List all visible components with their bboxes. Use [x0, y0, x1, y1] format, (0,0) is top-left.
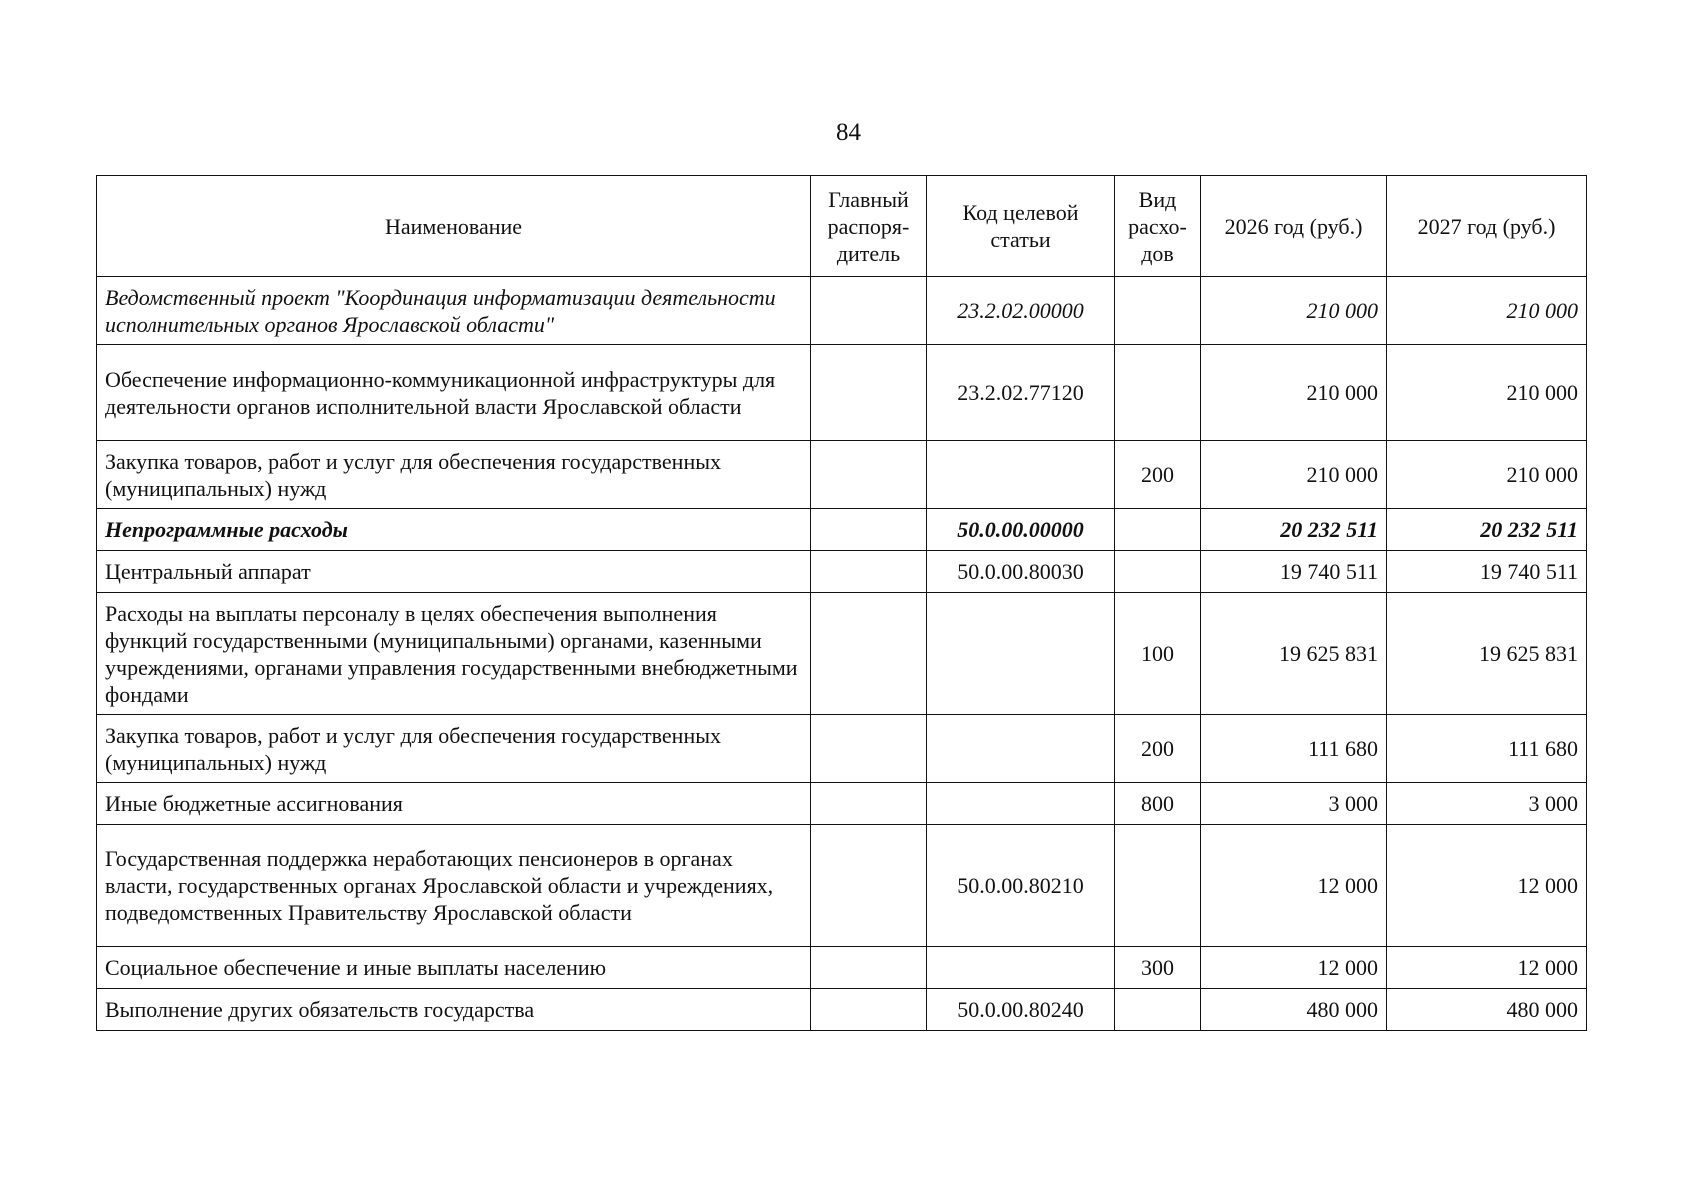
cell-target-code [927, 593, 1115, 715]
cell-name: Закупка товаров, работ и услуг для обеспечения государственных (муниципальных) нужд [97, 441, 811, 509]
cell-chief-admin [811, 441, 927, 509]
cell-year-2026: 210 000 [1201, 277, 1387, 345]
cell-year-2026: 12 000 [1201, 825, 1387, 947]
cell-target-code: 50.0.00.80210 [927, 825, 1115, 947]
cell-chief-admin [811, 551, 927, 593]
cell-year-2027: 20 232 511 [1387, 509, 1587, 551]
cell-year-2027: 3 000 [1387, 783, 1587, 825]
cell-name: Расходы на выплаты персоналу в целях обеспечения выполнения функций государственными (муниципальными) органами, казенными учреждениями, органами управления государственными внебюджетными фондами [97, 593, 811, 715]
table-row [97, 509, 1587, 551]
cell-expense-type: 800 [1115, 783, 1201, 825]
cell-chief-admin [811, 825, 927, 947]
header-year-2026: 2026 год (руб.) [1201, 176, 1387, 277]
cell-expense-type: 200 [1115, 441, 1201, 509]
cell-chief-admin [811, 593, 927, 715]
header-name: Наименование [97, 176, 811, 277]
table-row [97, 783, 1587, 825]
cell-target-code: 50.0.00.80030 [927, 551, 1115, 593]
cell-year-2027: 19 740 511 [1387, 551, 1587, 593]
cell-target-code: 50.0.00.80240 [927, 989, 1115, 1031]
cell-expense-type [1115, 345, 1201, 441]
cell-year-2026: 210 000 [1201, 441, 1387, 509]
cell-target-code [927, 715, 1115, 783]
cell-name: Обеспечение информационно-коммуникационной инфраструктуры для деятельности органов исполнительной власти Ярославской области [97, 345, 811, 441]
table-row [97, 345, 1587, 441]
cell-name: Иные бюджетные ассигнования [97, 783, 811, 825]
cell-chief-admin [811, 989, 927, 1031]
cell-year-2026: 480 000 [1201, 989, 1387, 1031]
header-target-code: Код целевой статьи [927, 176, 1115, 277]
cell-target-code [927, 783, 1115, 825]
header-chief-admin: Главный распоря-дитель [811, 176, 927, 277]
cell-year-2026: 20 232 511 [1201, 509, 1387, 551]
cell-expense-type [1115, 989, 1201, 1031]
cell-year-2026: 3 000 [1201, 783, 1387, 825]
cell-name: Социальное обеспечение и иные выплаты населению [97, 947, 811, 989]
cell-chief-admin [811, 947, 927, 989]
cell-chief-admin [811, 715, 927, 783]
page-number: 84 [836, 119, 861, 146]
table-row [97, 441, 1587, 509]
cell-target-code: 23.2.02.00000 [927, 277, 1115, 345]
cell-year-2027: 210 000 [1387, 441, 1587, 509]
cell-expense-type: 100 [1115, 593, 1201, 715]
cell-target-code: 23.2.02.77120 [927, 345, 1115, 441]
table-header-row [97, 176, 1587, 277]
cell-expense-type [1115, 825, 1201, 947]
cell-year-2027: 111 680 [1387, 715, 1587, 783]
cell-target-code [927, 441, 1115, 509]
cell-year-2026: 12 000 [1201, 947, 1387, 989]
cell-year-2026: 19 625 831 [1201, 593, 1387, 715]
cell-name: Выполнение других обязательств государства [97, 989, 811, 1031]
table-row [97, 947, 1587, 989]
cell-expense-type: 300 [1115, 947, 1201, 989]
cell-name: Непрограммные расходы [97, 509, 811, 551]
table-row [97, 277, 1587, 345]
table-row [97, 825, 1587, 947]
cell-chief-admin [811, 509, 927, 551]
cell-year-2026: 210 000 [1201, 345, 1387, 441]
table-row [97, 551, 1587, 593]
table-row [97, 989, 1587, 1031]
header-expense-type: Вид расхо-дов [1115, 176, 1201, 277]
cell-year-2027: 12 000 [1387, 947, 1587, 989]
cell-year-2027: 12 000 [1387, 825, 1587, 947]
cell-year-2027: 210 000 [1387, 277, 1587, 345]
cell-expense-type [1115, 509, 1201, 551]
cell-expense-type [1115, 551, 1201, 593]
cell-target-code [927, 947, 1115, 989]
table-body [97, 277, 1587, 1031]
cell-year-2027: 19 625 831 [1387, 593, 1587, 715]
cell-name: Государственная поддержка неработающих пенсионеров в органах власти, государственных органах Ярославской области и учреждениях, подведомственных Правительству Ярославской области [97, 825, 811, 947]
budget-table [96, 175, 1587, 1031]
header-year-2027: 2027 год (руб.) [1387, 176, 1587, 277]
cell-name: Ведомственный проект "Координация информатизации деятельности исполнительных органов Ярославской области" [97, 277, 811, 345]
cell-expense-type: 200 [1115, 715, 1201, 783]
cell-year-2027: 210 000 [1387, 345, 1587, 441]
cell-name: Центральный аппарат [97, 551, 811, 593]
table-row [97, 715, 1587, 783]
cell-year-2026: 111 680 [1201, 715, 1387, 783]
cell-chief-admin [811, 345, 927, 441]
cell-chief-admin [811, 277, 927, 345]
cell-target-code: 50.0.00.00000 [927, 509, 1115, 551]
cell-year-2027: 480 000 [1387, 989, 1587, 1031]
cell-chief-admin [811, 783, 927, 825]
cell-expense-type [1115, 277, 1201, 345]
cell-year-2026: 19 740 511 [1201, 551, 1387, 593]
cell-name: Закупка товаров, работ и услуг для обеспечения государственных (муниципальных) нужд [97, 715, 811, 783]
table-row [97, 593, 1587, 715]
